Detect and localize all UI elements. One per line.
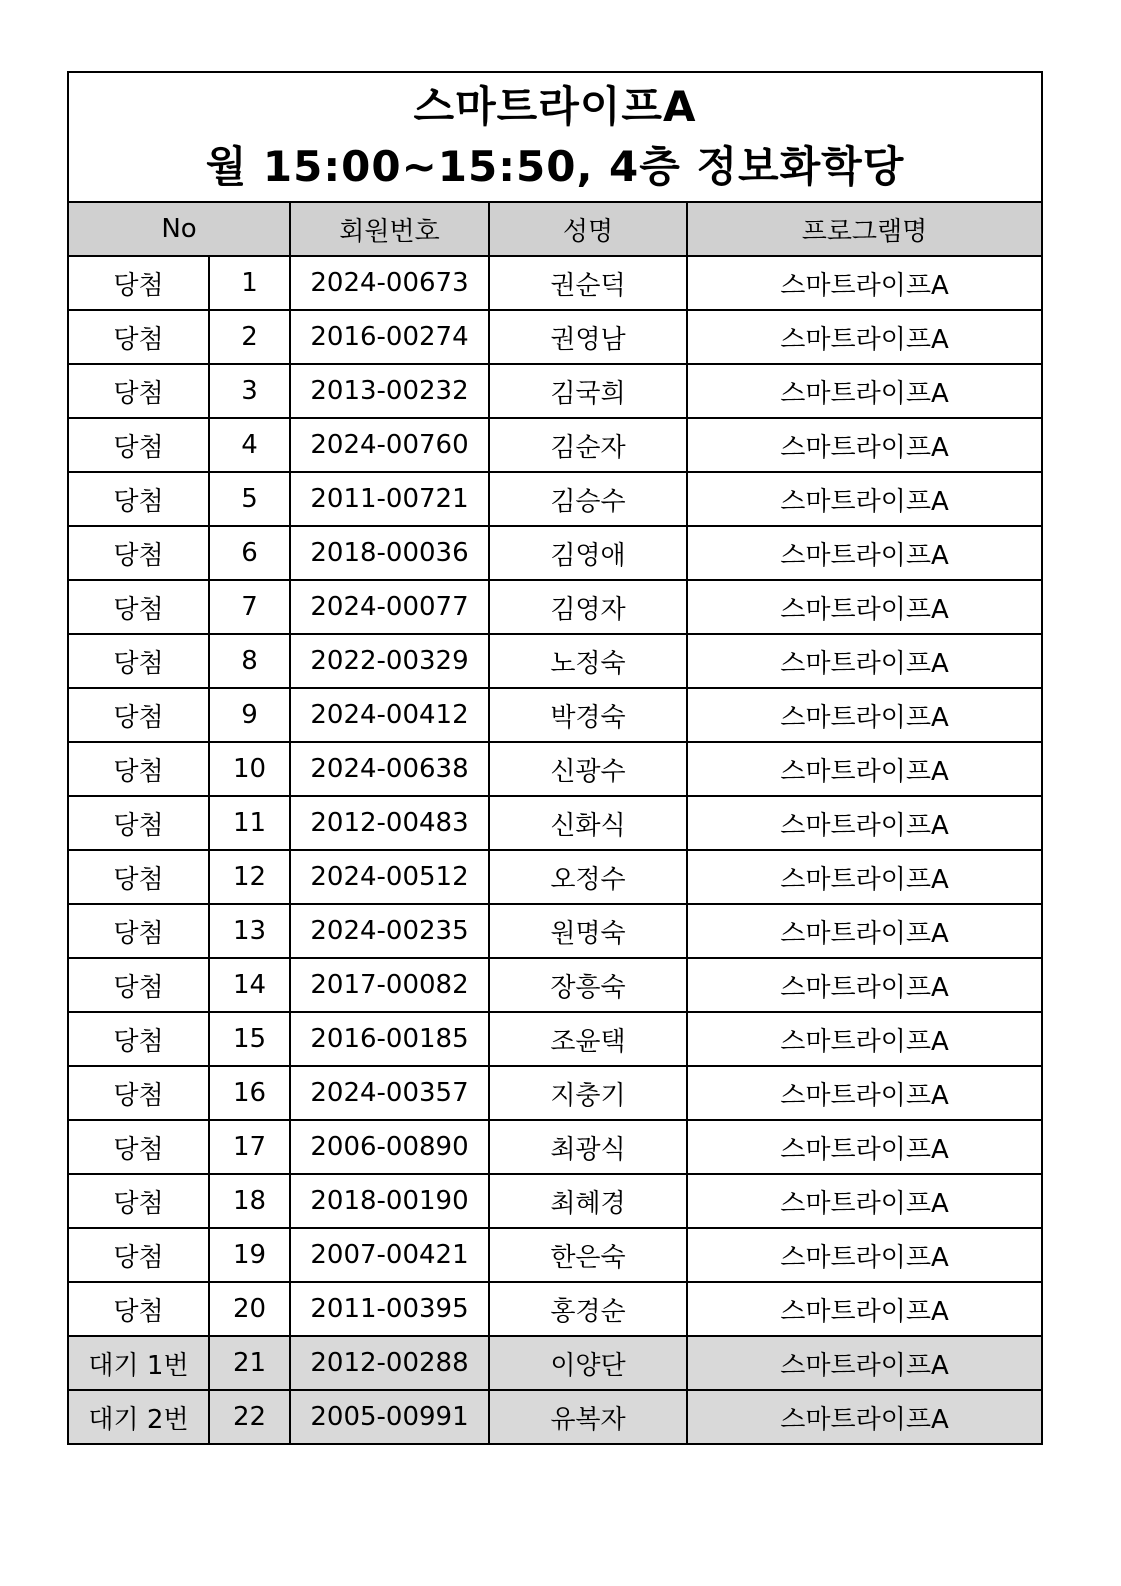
- program-name-cell: 스마트라이프A: [687, 850, 1042, 904]
- row-number-cell: 5: [209, 472, 290, 526]
- row-number-cell: 10: [209, 742, 290, 796]
- table-row: [68, 1066, 1042, 1120]
- table-row: [68, 958, 1042, 1012]
- member-name-cell: 김국희: [489, 364, 687, 418]
- member-name-cell: 김순자: [489, 418, 687, 472]
- status-cell: 대기 2번: [68, 1390, 209, 1444]
- row-number-cell: 3: [209, 364, 290, 418]
- table-row: [68, 1390, 1042, 1444]
- document-title: [68, 72, 1042, 202]
- program-name-cell: 스마트라이프A: [687, 1066, 1042, 1120]
- row-number-cell: 7: [209, 580, 290, 634]
- status-cell: 당첨: [68, 1066, 209, 1120]
- member-id-cell: 2024-00357: [290, 1066, 489, 1120]
- member-name-cell: 박경숙: [489, 688, 687, 742]
- row-number-cell: 4: [209, 418, 290, 472]
- member-name-cell: 장흥숙: [489, 958, 687, 1012]
- member-id-cell: 2013-00232: [290, 364, 489, 418]
- row-number-cell: 14: [209, 958, 290, 1012]
- member-name-cell: 홍경순: [489, 1282, 687, 1336]
- member-id-cell: 2024-00638: [290, 742, 489, 796]
- row-number-cell: 17: [209, 1120, 290, 1174]
- member-id-cell: 2024-00077: [290, 580, 489, 634]
- member-id-cell: 2024-00412: [290, 688, 489, 742]
- member-id-cell: 2017-00082: [290, 958, 489, 1012]
- status-cell: 당첨: [68, 526, 209, 580]
- row-number-cell: 22: [209, 1390, 290, 1444]
- program-name-cell: 스마트라이프A: [687, 310, 1042, 364]
- status-cell: 당첨: [68, 472, 209, 526]
- status-cell: 당첨: [68, 1012, 209, 1066]
- program-name-cell: 스마트라이프A: [687, 1282, 1042, 1336]
- status-cell: 당첨: [68, 256, 209, 310]
- program-name-cell: 스마트라이프A: [687, 256, 1042, 310]
- program-name-cell: 스마트라이프A: [687, 364, 1042, 418]
- member-name-cell: 오정수: [489, 850, 687, 904]
- row-number-cell: 13: [209, 904, 290, 958]
- schedule-location: 월 15:00~15:50, 4층 정보화학당: [205, 142, 905, 191]
- status-cell: 당첨: [68, 796, 209, 850]
- program-name-cell: 스마트라이프A: [687, 1228, 1042, 1282]
- lottery-results-table: [67, 71, 1043, 1445]
- status-cell: 당첨: [68, 418, 209, 472]
- member-name-cell: 권영남: [489, 310, 687, 364]
- member-name-cell: 지충기: [489, 1066, 687, 1120]
- row-number-cell: 8: [209, 634, 290, 688]
- header-no: No: [68, 202, 290, 256]
- row-number-cell: 19: [209, 1228, 290, 1282]
- member-name-cell: 원명숙: [489, 904, 687, 958]
- member-name-cell: 노정숙: [489, 634, 687, 688]
- member-name-cell: 이양단: [489, 1336, 687, 1390]
- member-id-cell: 2016-00274: [290, 310, 489, 364]
- member-id-cell: 2007-00421: [290, 1228, 489, 1282]
- row-number-cell: 15: [209, 1012, 290, 1066]
- member-name-cell: 김승수: [489, 472, 687, 526]
- table-row: [68, 310, 1042, 364]
- table-row: [68, 796, 1042, 850]
- member-name-cell: 유복자: [489, 1390, 687, 1444]
- row-number-cell: 20: [209, 1282, 290, 1336]
- program-name-cell: 스마트라이프A: [687, 526, 1042, 580]
- program-name-cell: 스마트라이프A: [687, 688, 1042, 742]
- row-number-cell: 2: [209, 310, 290, 364]
- program-name-cell: 스마트라이프A: [687, 904, 1042, 958]
- member-name-cell: 김영자: [489, 580, 687, 634]
- program-title: 스마트라이프A: [413, 82, 697, 131]
- row-number-cell: 1: [209, 256, 290, 310]
- member-id-cell: 2022-00329: [290, 634, 489, 688]
- status-cell: 대기 1번: [68, 1336, 209, 1390]
- program-name-cell: 스마트라이프A: [687, 418, 1042, 472]
- member-name-cell: 한은숙: [489, 1228, 687, 1282]
- program-name-cell: 스마트라이프A: [687, 1120, 1042, 1174]
- table-row: [68, 1174, 1042, 1228]
- member-id-cell: 2005-00991: [290, 1390, 489, 1444]
- status-cell: 당첨: [68, 310, 209, 364]
- row-number-cell: 11: [209, 796, 290, 850]
- status-cell: 당첨: [68, 1120, 209, 1174]
- member-name-cell: 김영애: [489, 526, 687, 580]
- table-row: [68, 850, 1042, 904]
- program-name-cell: 스마트라이프A: [687, 580, 1042, 634]
- table-row: [68, 1336, 1042, 1390]
- column-header-row: [68, 202, 1042, 256]
- table-row: [68, 1228, 1042, 1282]
- member-id-cell: 2011-00721: [290, 472, 489, 526]
- status-cell: 당첨: [68, 580, 209, 634]
- status-cell: 당첨: [68, 850, 209, 904]
- member-id-cell: 2006-00890: [290, 1120, 489, 1174]
- member-id-cell: 2024-00235: [290, 904, 489, 958]
- program-name-cell: 스마트라이프A: [687, 1336, 1042, 1390]
- table-row: [68, 364, 1042, 418]
- table-row: [68, 904, 1042, 958]
- program-name-cell: 스마트라이프A: [687, 742, 1042, 796]
- member-name-cell: 신광수: [489, 742, 687, 796]
- table-row: [68, 688, 1042, 742]
- member-id-cell: 2011-00395: [290, 1282, 489, 1336]
- table-row: [68, 526, 1042, 580]
- program-name-cell: 스마트라이프A: [687, 634, 1042, 688]
- table-row: [68, 1120, 1042, 1174]
- row-number-cell: 21: [209, 1336, 290, 1390]
- table-row: [68, 472, 1042, 526]
- member-id-cell: 2012-00288: [290, 1336, 489, 1390]
- member-name-cell: 최혜경: [489, 1174, 687, 1228]
- row-number-cell: 16: [209, 1066, 290, 1120]
- member-id-cell: 2024-00760: [290, 418, 489, 472]
- member-name-cell: 조윤택: [489, 1012, 687, 1066]
- row-number-cell: 9: [209, 688, 290, 742]
- table-row: [68, 580, 1042, 634]
- member-name-cell: 최광식: [489, 1120, 687, 1174]
- header-name: 성명: [489, 202, 687, 256]
- program-name-cell: 스마트라이프A: [687, 1174, 1042, 1228]
- status-cell: 당첨: [68, 634, 209, 688]
- member-id-cell: 2012-00483: [290, 796, 489, 850]
- table-row: [68, 1282, 1042, 1336]
- member-name-cell: 권순덕: [489, 256, 687, 310]
- row-number-cell: 6: [209, 526, 290, 580]
- table-row: [68, 742, 1042, 796]
- row-number-cell: 18: [209, 1174, 290, 1228]
- status-cell: 당첨: [68, 364, 209, 418]
- status-cell: 당첨: [68, 1228, 209, 1282]
- program-name-cell: 스마트라이프A: [687, 958, 1042, 1012]
- table-row: [68, 418, 1042, 472]
- member-id-cell: 2024-00673: [290, 256, 489, 310]
- table-row: [68, 256, 1042, 310]
- status-cell: 당첨: [68, 742, 209, 796]
- program-name-cell: 스마트라이프A: [687, 1390, 1042, 1444]
- status-cell: 당첨: [68, 1282, 209, 1336]
- table-body: [68, 256, 1042, 1444]
- member-id-cell: 2018-00190: [290, 1174, 489, 1228]
- status-cell: 당첨: [68, 904, 209, 958]
- header-member-id: 회원번호: [290, 202, 489, 256]
- program-name-cell: 스마트라이프A: [687, 796, 1042, 850]
- status-cell: 당첨: [68, 1174, 209, 1228]
- status-cell: 당첨: [68, 958, 209, 1012]
- header-program: 프로그램명: [687, 202, 1042, 256]
- table-row: [68, 1012, 1042, 1066]
- table-row: [68, 634, 1042, 688]
- member-id-cell: 2018-00036: [290, 526, 489, 580]
- program-name-cell: 스마트라이프A: [687, 472, 1042, 526]
- member-name-cell: 신화식: [489, 796, 687, 850]
- member-id-cell: 2024-00512: [290, 850, 489, 904]
- member-id-cell: 2016-00185: [290, 1012, 489, 1066]
- status-cell: 당첨: [68, 688, 209, 742]
- program-name-cell: 스마트라이프A: [687, 1012, 1042, 1066]
- row-number-cell: 12: [209, 850, 290, 904]
